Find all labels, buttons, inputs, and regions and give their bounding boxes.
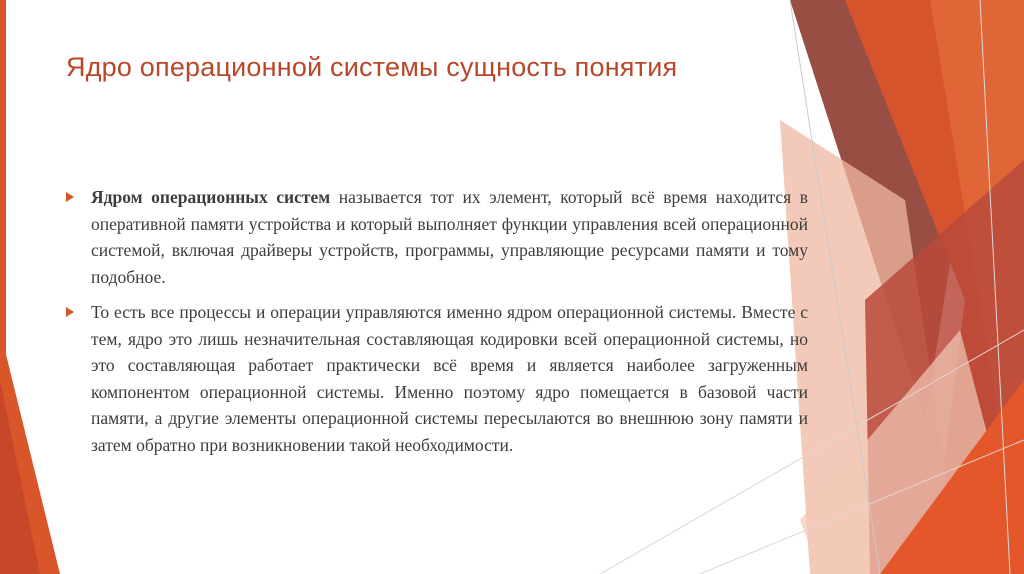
- bullet-item: [66, 299, 808, 458]
- triangle-right-icon: [66, 192, 74, 202]
- bullet-list: [66, 184, 808, 467]
- bullet-text: называется тот их элемент, который всё время находится в оперативной памяти устройства и который выполняет функции управления всей операционной системой, включая драйверы устройств, программы, управляющие ресурсами памяти и тому подобное.: [91, 187, 808, 287]
- slide-title: Ядро операционной системы сущность понятия: [66, 52, 678, 82]
- bullet-bold-lead: Ядром операционных систем: [91, 187, 331, 207]
- triangle-right-icon: [66, 307, 74, 317]
- bullet-item: [66, 184, 808, 290]
- bullet-text: То есть все процессы и операции управляются именно ядром операционной системы. Вместе с тем, ядро это лишь незначительная составляющая кодировки всей операционной системы, но это составляющая работает практически всё время и является наиболее загруженным компонентом операционной системы. Именно поэтому ядро помещается в базовой части памяти, а другие элементы операционной системы пересылаются во внешнюю зону памяти и затем обратно при возникновении такой необходимости.: [91, 302, 808, 455]
